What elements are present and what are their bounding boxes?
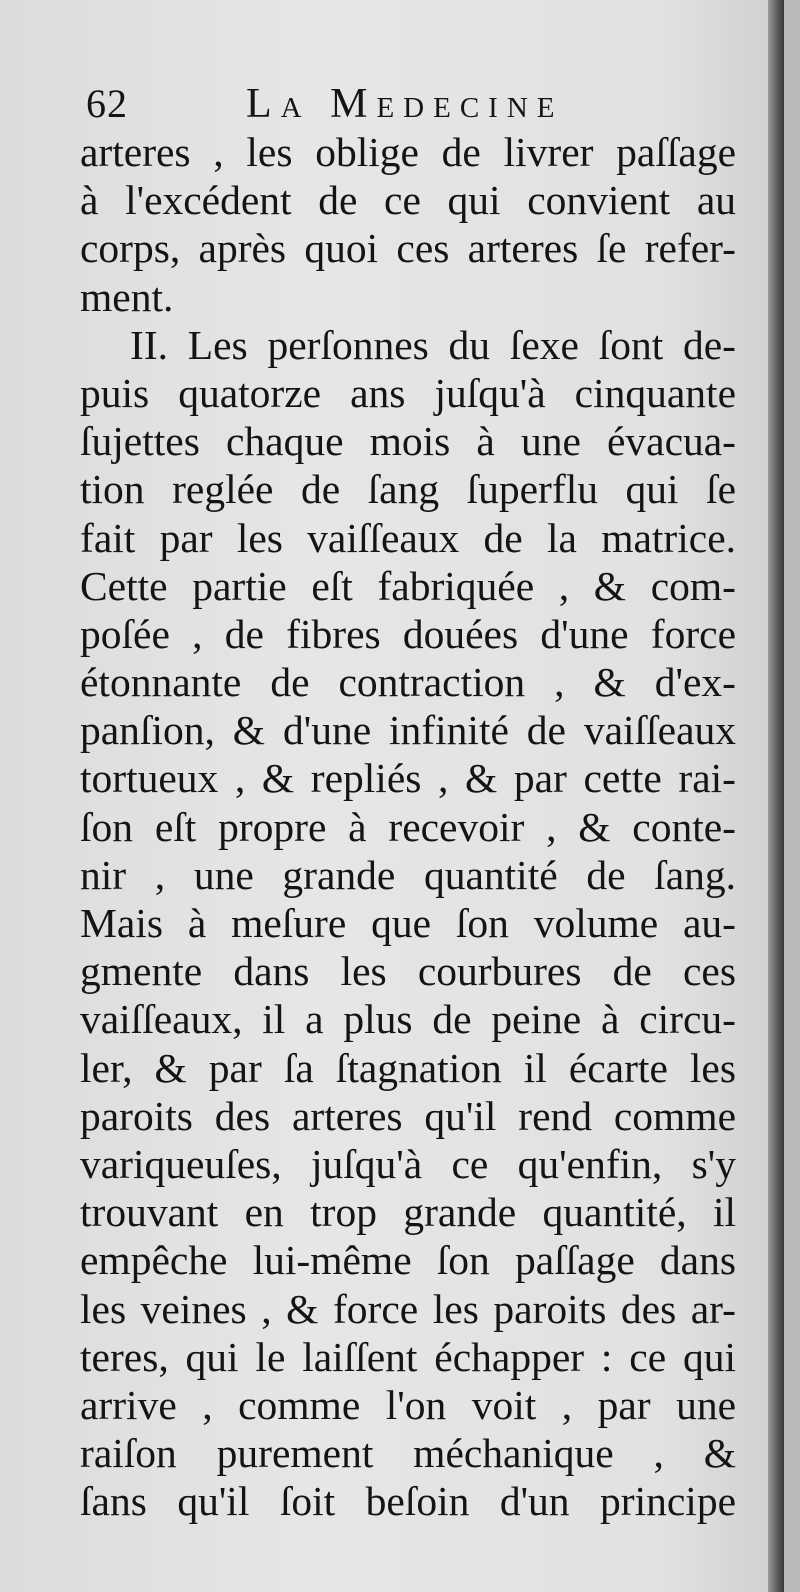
- text-line: ſans qu'il ſoit beſoin d'un principe: [80, 1478, 736, 1525]
- text-line: poſée , de fibres douées d'une force: [80, 610, 736, 657]
- text-line: tortueux , & repliés , & par cette rai-: [80, 755, 736, 802]
- text-line: étonnante de contraction , & d'ex-: [80, 659, 736, 706]
- text-line: à l'excédent de ce qui convient au: [80, 177, 736, 224]
- text-line: panſion, & d'une infinité de vaiſſeaux: [80, 707, 736, 754]
- page-header: [86, 78, 606, 126]
- text-line: tion reglée de ſang ſuperflu qui ſe: [80, 466, 736, 513]
- text-line: puis quatorze ans juſqu'à cinquante: [80, 369, 736, 416]
- text-line: II. Les perſonnes du ſexe ſont de-: [130, 321, 736, 368]
- text-line: arteres , les oblige de livrer paſſage: [80, 129, 736, 175]
- body-text: [80, 128, 736, 1525]
- text-line: ler, & par ſa ſtagnation il écarte les: [80, 1044, 736, 1091]
- text-line: nir , une grande quantité de ſang.: [80, 851, 736, 898]
- text-line: empêche lui-même ſon paſſage dans: [80, 1237, 736, 1284]
- text-line: corps, après quoi ces arteres ſe refer-: [80, 225, 736, 272]
- text-line: variqueuſes, juſqu'à ce qu'enfin, s'y: [80, 1140, 736, 1187]
- text-line: les veines , & force les paroits des ar-: [80, 1285, 736, 1332]
- text-line: ſujettes chaque mois à une évacua-: [80, 418, 736, 465]
- text-line: teres, qui le laiſſent échapper : ce qui: [80, 1333, 736, 1380]
- text-line: Mais à meſure que ſon volume au-: [80, 900, 736, 946]
- page-edge-shadow: [768, 0, 784, 1592]
- running-title: La Medecine: [246, 81, 564, 127]
- text-line: gmente dans les courbures de ces: [80, 948, 736, 995]
- text-line: fait par les vaiſſeaux de la matrice.: [80, 514, 736, 561]
- text-line: trouvant en trop grande quantité, il: [80, 1189, 736, 1236]
- text-line: raiſon purement méchanique , &: [80, 1430, 736, 1477]
- text-line: ment.: [80, 273, 174, 320]
- text-line: arrive , comme l'on voit , par une: [80, 1381, 736, 1428]
- text-line: ſon eſt propre à recevoir , & conte-: [80, 803, 736, 850]
- text-line: vaiſſeaux, il a plus de peine à circu-: [80, 996, 736, 1043]
- page-number: 62: [86, 81, 128, 126]
- text-line: paroits des arteres qu'il rend comme: [80, 1092, 736, 1139]
- text-line: Cette partie eſt fabriquée , & com-: [80, 562, 736, 609]
